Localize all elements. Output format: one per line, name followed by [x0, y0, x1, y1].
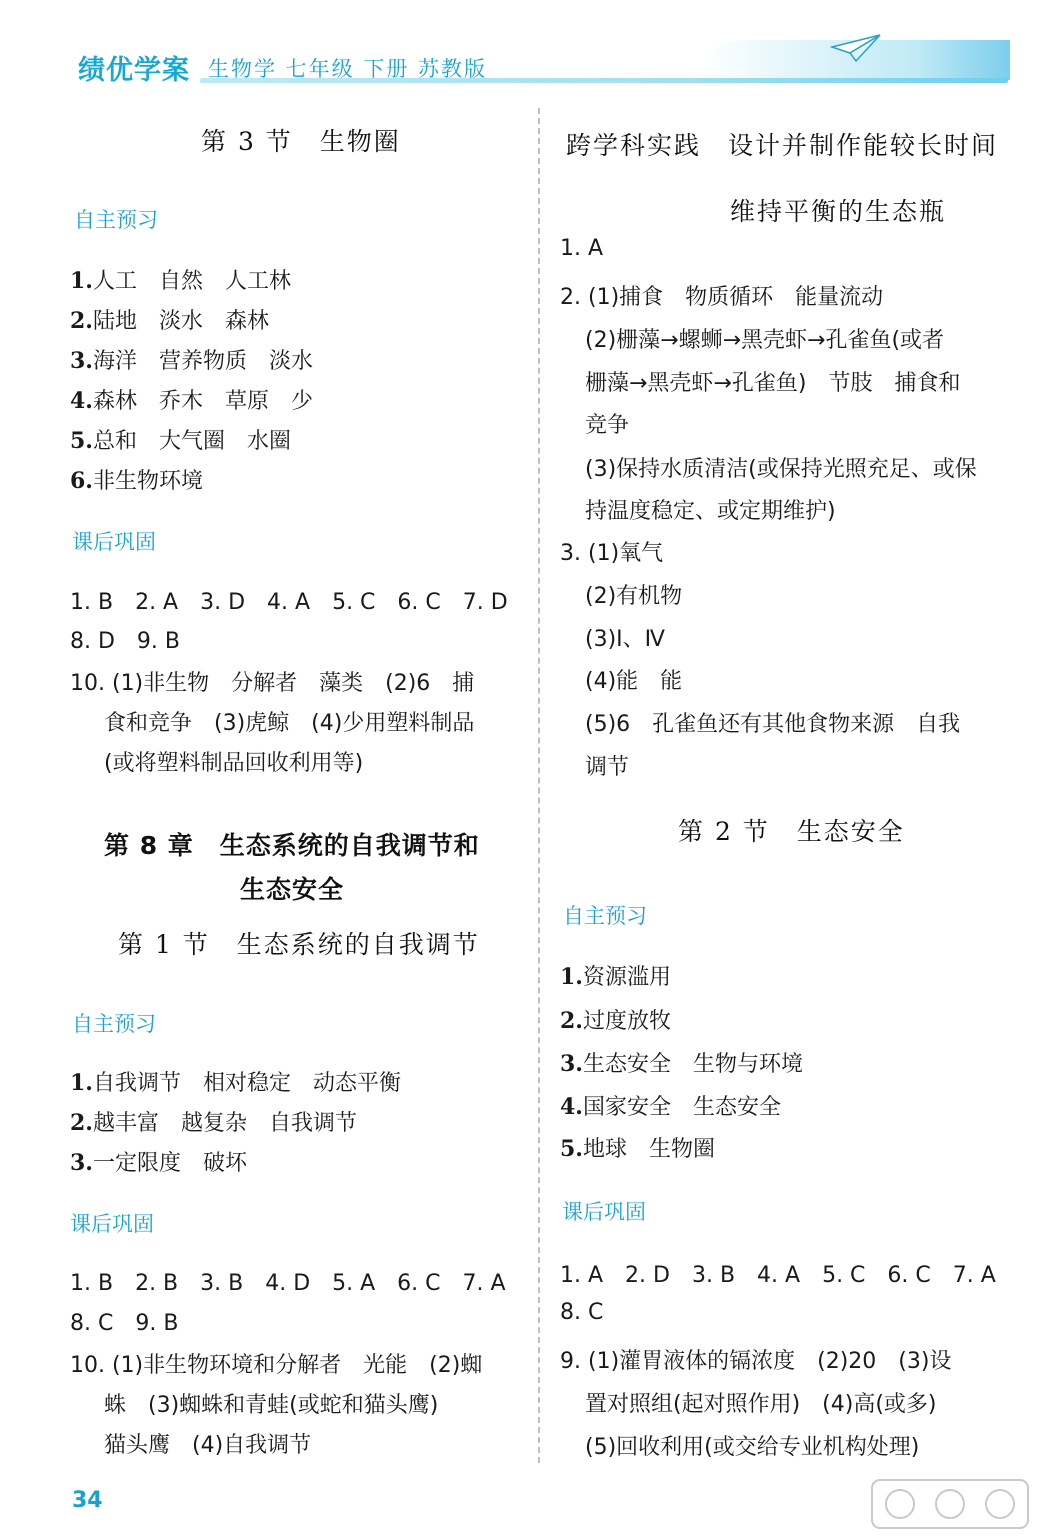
answer-line: 3.一定限度 破坏 [70, 1150, 247, 1176]
watermark-stamp-icon [870, 1478, 1030, 1530]
answer-line: 10. (1)非生物环境和分解者 光能 (2)蜘 [70, 1353, 483, 1378]
answer-line: 9. (1)灌胃液体的镉浓度 (2)20 (3)设 [560, 1349, 952, 1374]
paper-plane-icon [830, 33, 882, 63]
answer-line: 3. (1)氧气 [560, 541, 664, 566]
chapter-8-title-cont: 生态安全 [240, 875, 345, 904]
answer-line: 2. (1)捕食 物质循环 能量流动 [560, 285, 884, 310]
answer-line: (5)回收利用(或交给专业机构处理) [585, 1435, 920, 1460]
section-1-title: 第 1 节 生态系统的自我调节 [118, 930, 480, 959]
answer-line: (或将塑料制品回收利用等) [104, 751, 364, 776]
label-self-preview: 自主预习 [563, 904, 647, 928]
answer-line: 1. A 2. D 3. B 4. A 5. C 6. C 7. A [560, 1263, 996, 1288]
answer-line: (3)Ⅰ、Ⅳ [585, 627, 665, 652]
answer-line: 1. B 2. A 3. D 4. A 5. C 6. C 7. D [70, 590, 508, 615]
answer-line: 蛛 (3)蜘蛛和青蛙(或蛇和猫头鹰) [104, 1393, 439, 1418]
answer-line: 4.森林 乔木 草原 少 [70, 388, 313, 414]
answer-line: 5.地球 生物圈 [560, 1136, 715, 1162]
book-subtitle: 生物学 七年级 下册 苏教版 [208, 57, 488, 81]
answer-line: 6.非生物环境 [70, 468, 203, 494]
answer-line: 8. D 9. B [70, 629, 181, 654]
answer-line: 猫头鹰 (4)自我调节 [104, 1433, 312, 1458]
answer-line: 2.陆地 淡水 森林 [70, 308, 269, 334]
label-after-class-review: 课后巩固 [70, 1212, 154, 1236]
page-header [0, 0, 1050, 110]
brand-logo: 绩优学案 [78, 55, 190, 86]
answer-line: 持温度稳定、或定期维护) [585, 499, 836, 524]
answer-line: 1.自我调节 相对稳定 动态平衡 [70, 1070, 401, 1096]
answer-line: 3.生态安全 生物与环境 [560, 1051, 803, 1077]
answer-line: 8. C 9. B [70, 1311, 179, 1336]
answer-line: (3)保持水质清洁(或保持光照充足、或保 [585, 457, 977, 482]
label-after-class-review: 课后巩固 [72, 530, 156, 554]
answer-line: 1.资源滥用 [560, 964, 671, 990]
answer-line: 2.过度放牧 [560, 1008, 671, 1034]
section-2-title: 第 2 节 生态安全 [678, 817, 905, 846]
practice-title-cont: 维持平衡的生态瓶 [730, 197, 947, 226]
answer-line: 4.国家安全 生态安全 [560, 1094, 781, 1120]
answer-line: (2)栅藻→螺蛳→黑壳虾→孔雀鱼(或者 [585, 328, 945, 353]
label-self-preview: 自主预习 [74, 208, 158, 232]
practice-title: 跨学科实践 设计并制作能较长时间 [566, 131, 999, 160]
label-self-preview: 自主预习 [72, 1012, 156, 1036]
answer-line: 1. B 2. B 3. B 4. D 5. A 6. C 7. A [70, 1271, 506, 1296]
answer-line: 8. C [560, 1300, 604, 1325]
answer-line: 1. A [560, 236, 604, 261]
chapter-8-title: 第 8 章 生态系统的自我调节和 [104, 831, 480, 860]
label-after-class-review: 课后巩固 [562, 1200, 646, 1224]
answer-line: 竞争 [585, 413, 630, 438]
answer-line: 栅藻→黑壳虾→孔雀鱼) 节肢 捕食和 [585, 371, 961, 396]
answer-line: (4)能 能 [585, 669, 683, 694]
section-3-title: 第 3 节 生物圈 [201, 127, 401, 156]
page-number: 34 [72, 1488, 103, 1513]
answer-line: 调节 [585, 755, 630, 780]
column-divider [538, 108, 540, 1463]
answer-line: (5)6 孔雀鱼还有其他食物来源 自我 [585, 712, 961, 737]
answer-line: 1.人工 自然 人工林 [70, 268, 291, 294]
answer-line: 3.海洋 营养物质 淡水 [70, 348, 313, 374]
answer-line: 置对照组(起对照作用) (4)高(或多) [585, 1392, 937, 1417]
answer-line: 10. (1)非生物 分解者 藻类 (2)6 捕 [70, 671, 475, 696]
answer-line: 5.总和 大气圈 水圈 [70, 428, 291, 454]
answer-line: 2.越丰富 越复杂 自我调节 [70, 1110, 357, 1136]
answer-line: (2)有机物 [585, 584, 683, 609]
answer-line: 食和竞争 (3)虎鲸 (4)少用塑料制品 [104, 711, 475, 736]
